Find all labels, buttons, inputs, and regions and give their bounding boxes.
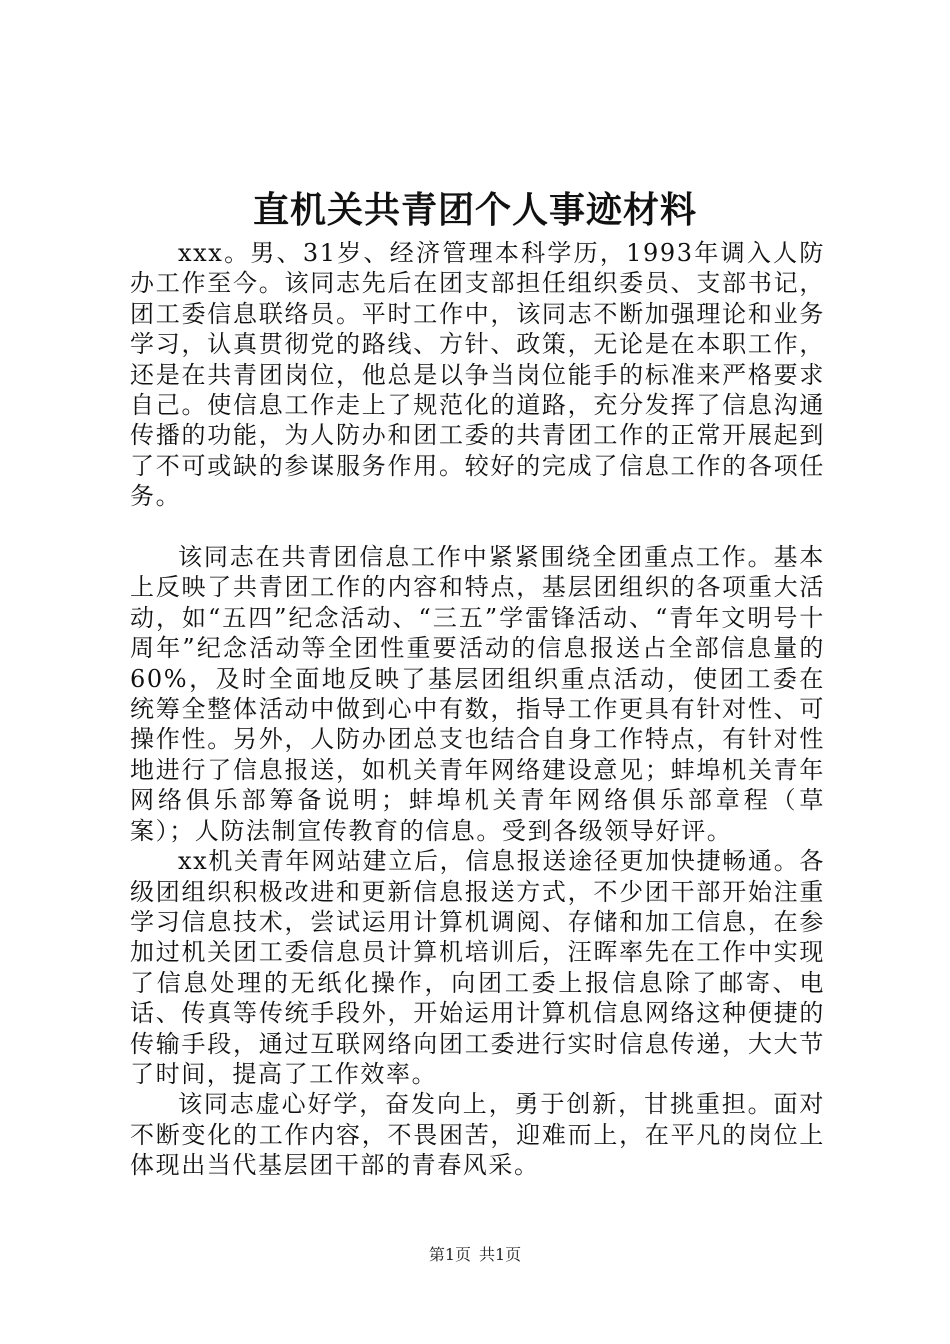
document-title: 直机关共青团个人事迹材料 [252, 189, 697, 231]
paragraph-3: xx机关青年网站建立后，信息报送途径更加快捷畅通。各级团组织积极改进和更新信息报送方式，不少团干部开始注重学习信息技术，尝试运用计算机调阅、存储和加工信息，在参加过机关团工委信息员计算机培训后，汪晖率先在工作中实现了信息处理的无纸化操作，向团工委上报信息除了邮寄、电话、传真等传统手段外，开始运用计算机信息网络这种便捷的传输手段，通过互联网络向团工委进行实时信息传递，大大节了时间，提高了工作效率。 [130, 847, 825, 1088]
paragraph-4: 该同志虚心好学，奋发向上，勇于创新，甘挑重担。面对不断变化的工作内容，不畏困苦，迎难而上，在平凡的岗位上体现出当代基层团干部的青春风采。 [130, 1090, 825, 1180]
page-number: 第1页 [428, 1245, 471, 1264]
page-footer [0, 1244, 950, 1266]
document-body [130, 238, 825, 1181]
page-total: 共1页 [479, 1245, 522, 1264]
paragraph-1: xxx。男、31岁、经济管理本科学历，1993年调入人防办工作至今。该同志先后在团支部担任组织委员、支部书记，团工委信息联络员。平时工作中，该同志不断加强理论和业务学习，认真贯彻党的路线、方针、政策，无论是在本职工作，还是在共青团岗位，他总是以争当岗位能手的标准来严格要求自己。使信息工作走上了规范化的道路，充分发挥了信息沟通传播的功能，为人防办和团工委的共青团工作的正常开展起到了不可或缺的参谋服务作用。较好的完成了信息工作的各项任务。 [130, 239, 825, 511]
paragraph-2: 该同志在共青团信息工作中紧紧围绕全团重点工作。基本上反映了共青团工作的内容和特点，基层团组织的各项重大活动，如“五四”纪念活动、“三五”学雷锋活动、“青年文明号十周年”纪念活动等全团性重要活动的信息报送占全部信息量的60%，及时全面地反映了基层团组织重点活动，使团工委在统筹全整体活动中做到心中有数，指导工作更具有针对性、可操作性。另外，人防办团总支也结合自身工作特点，有针对性地进行了信息报送，如机关青年网络建设意见；蚌埠机关青年网络俱乐部筹备说明；蚌埠机关青年网络俱乐部章程（草案）；人防法制宣传教育的信息。受到各级领导好评。 [130, 543, 825, 845]
